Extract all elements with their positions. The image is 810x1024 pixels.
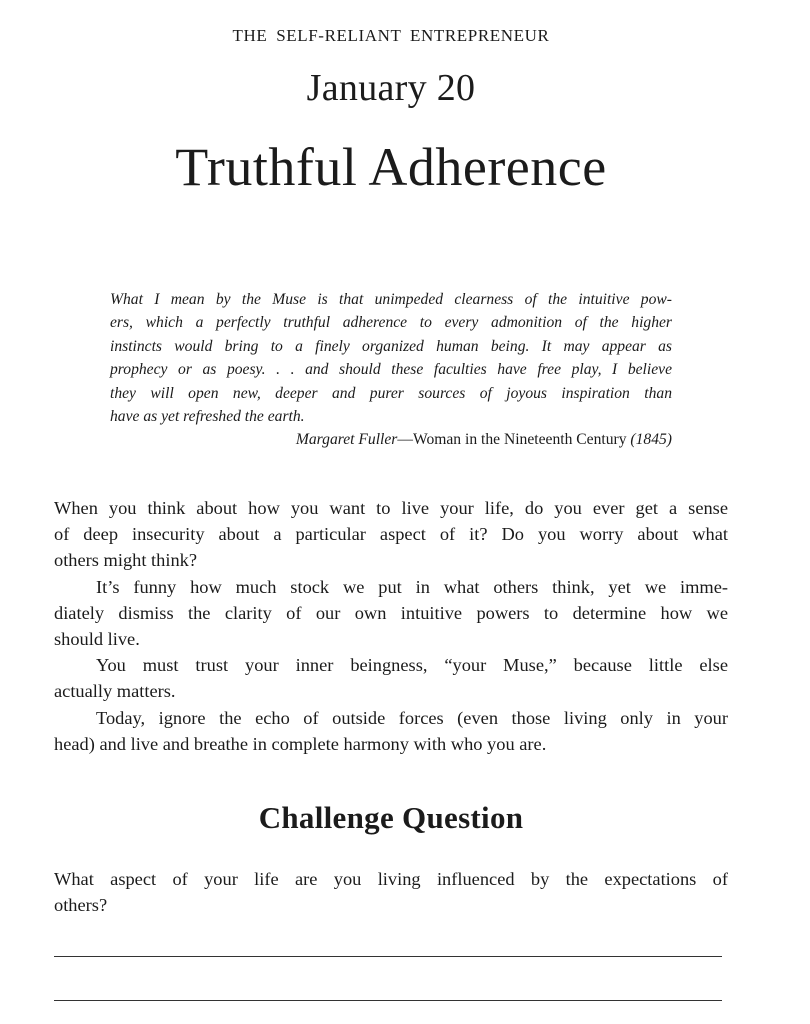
body-line: You must trust your inner beingness, “your Muse,” because little else bbox=[96, 655, 728, 676]
attribution-dash: — bbox=[397, 431, 413, 449]
quote-work-title: Woman in the Nineteenth Century bbox=[412, 431, 627, 449]
running-head: THE SELF-RELIANT ENTREPRENEUR bbox=[232, 26, 550, 45]
body-line: of deep insecurity about a particular aspect of it? Do you worry about what bbox=[54, 524, 728, 545]
answer-line bbox=[54, 956, 722, 957]
quote-line: ers, which a perfectly truthful adherence to every admonition of the higher bbox=[110, 314, 672, 332]
quote-author: Margaret Fuller bbox=[295, 431, 398, 449]
question-line: others? bbox=[54, 895, 108, 916]
quote-line: prophecy or as poesy. . . and should these faculties have free play, I believe bbox=[110, 361, 672, 379]
quote-year: (1845) bbox=[630, 431, 672, 449]
answer-line bbox=[54, 1000, 722, 1001]
epigraph-quote bbox=[110, 288, 672, 452]
body-line: actually matters. bbox=[54, 681, 176, 702]
quote-line: instincts would bring to a finely organized human being. It may appear as bbox=[110, 337, 672, 355]
body-line: Today, ignore the echo of outside forces (even those living only in your bbox=[96, 707, 728, 728]
body-line: diately dismiss the clarity of our own intuitive powers to determine how we bbox=[54, 602, 728, 623]
body-line: When you think about how you want to live your life, do you ever get a sense bbox=[54, 498, 728, 518]
question-line: What aspect of your life are you living influenced by the expectations of bbox=[54, 869, 728, 889]
body-text bbox=[54, 495, 728, 757]
page-title: Truthful Adherence bbox=[175, 137, 607, 197]
quote-line: have as yet refreshed the earth. bbox=[110, 407, 305, 425]
body-line: head) and live and breathe in complete harmony with who you are. bbox=[54, 733, 547, 754]
challenge-question bbox=[54, 866, 728, 918]
quote-line: they will open new, deeper and purer sources of joyous inspiration than bbox=[110, 384, 672, 402]
quote-line: What I mean by the Muse is that unimpeded clearness of the intuitive pow- bbox=[110, 291, 672, 308]
quote-attribution bbox=[110, 428, 672, 451]
challenge-heading: Challenge Question bbox=[258, 800, 524, 835]
entry-date: January 20 bbox=[306, 67, 476, 109]
body-line: should live. bbox=[54, 628, 140, 649]
body-line: others might think? bbox=[54, 550, 198, 571]
body-line: It’s funny how much stock we put in what others think, yet we imme- bbox=[96, 576, 728, 597]
